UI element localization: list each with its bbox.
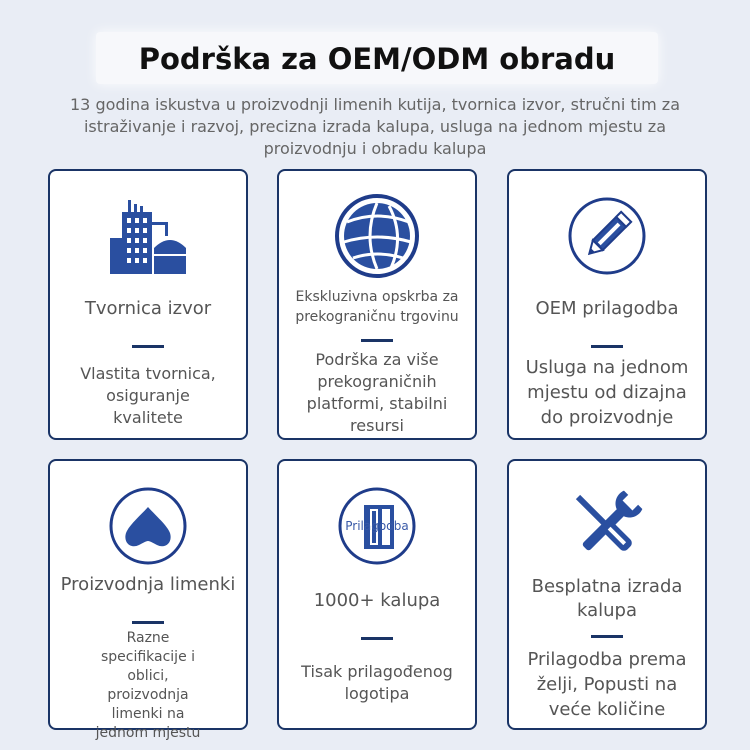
card-description: Razne specifikacije i oblici, proizvodnja limenki na jednom mjestu (95, 630, 201, 741)
card-description: Vlastita tvornica, osiguranje kvalitete (80, 364, 216, 427)
tools-icon (562, 481, 652, 571)
card-description: Tisak prilagođenog logotipa (301, 662, 453, 703)
card-label: Tvornica izvor (84, 298, 212, 319)
card-divider (132, 621, 164, 624)
card-label: 1000+ kalupa (313, 590, 441, 611)
feature-card-molds (277, 459, 477, 730)
card-description: Podrška za više prekograničnih platformi, stabilni resursi (306, 350, 448, 435)
card-label: Proizvodnja limenki (60, 574, 236, 595)
card-description: Prilagodba prema želji, Popusti na veće količine (527, 649, 687, 720)
factory-icon (103, 191, 193, 281)
card-divider (591, 635, 623, 638)
mold-icon (332, 481, 422, 571)
card-label: OEM prilagodba (535, 298, 679, 319)
globe-icon (332, 191, 422, 281)
feature-card-factory (48, 169, 248, 440)
page-subtitle: 13 godina iskustva u proizvodnji limenih kutija, tvornica izvor, stručni tim za istraživanje i razvoj, precizna izrada kalupa, usluga na jednom mjestu za proizvodnju i obradu kalupa (70, 95, 680, 158)
feature-card-tin-production (48, 459, 248, 741)
pencil-icon (562, 191, 652, 281)
card-divider (361, 339, 393, 342)
card-description: Usluga na jednom mjestu od dizajna do proizvodnje (525, 357, 689, 428)
card-divider (361, 637, 393, 640)
heart-tin-icon (103, 481, 193, 571)
card-divider (132, 345, 164, 348)
card-divider (591, 345, 623, 348)
feature-card-oem (507, 169, 707, 440)
feature-card-free-molds (507, 459, 707, 730)
feature-card-cross-border (277, 169, 477, 440)
card-label: Besplatna izrada kalupa (531, 576, 683, 621)
card-label: Ekskluzivna opskrba za prekograničnu trgovinu (295, 289, 459, 325)
page-title: Podrška za OEM/ODM obradu (138, 42, 616, 76)
mold-icon-text: Prilagodba (345, 519, 409, 533)
